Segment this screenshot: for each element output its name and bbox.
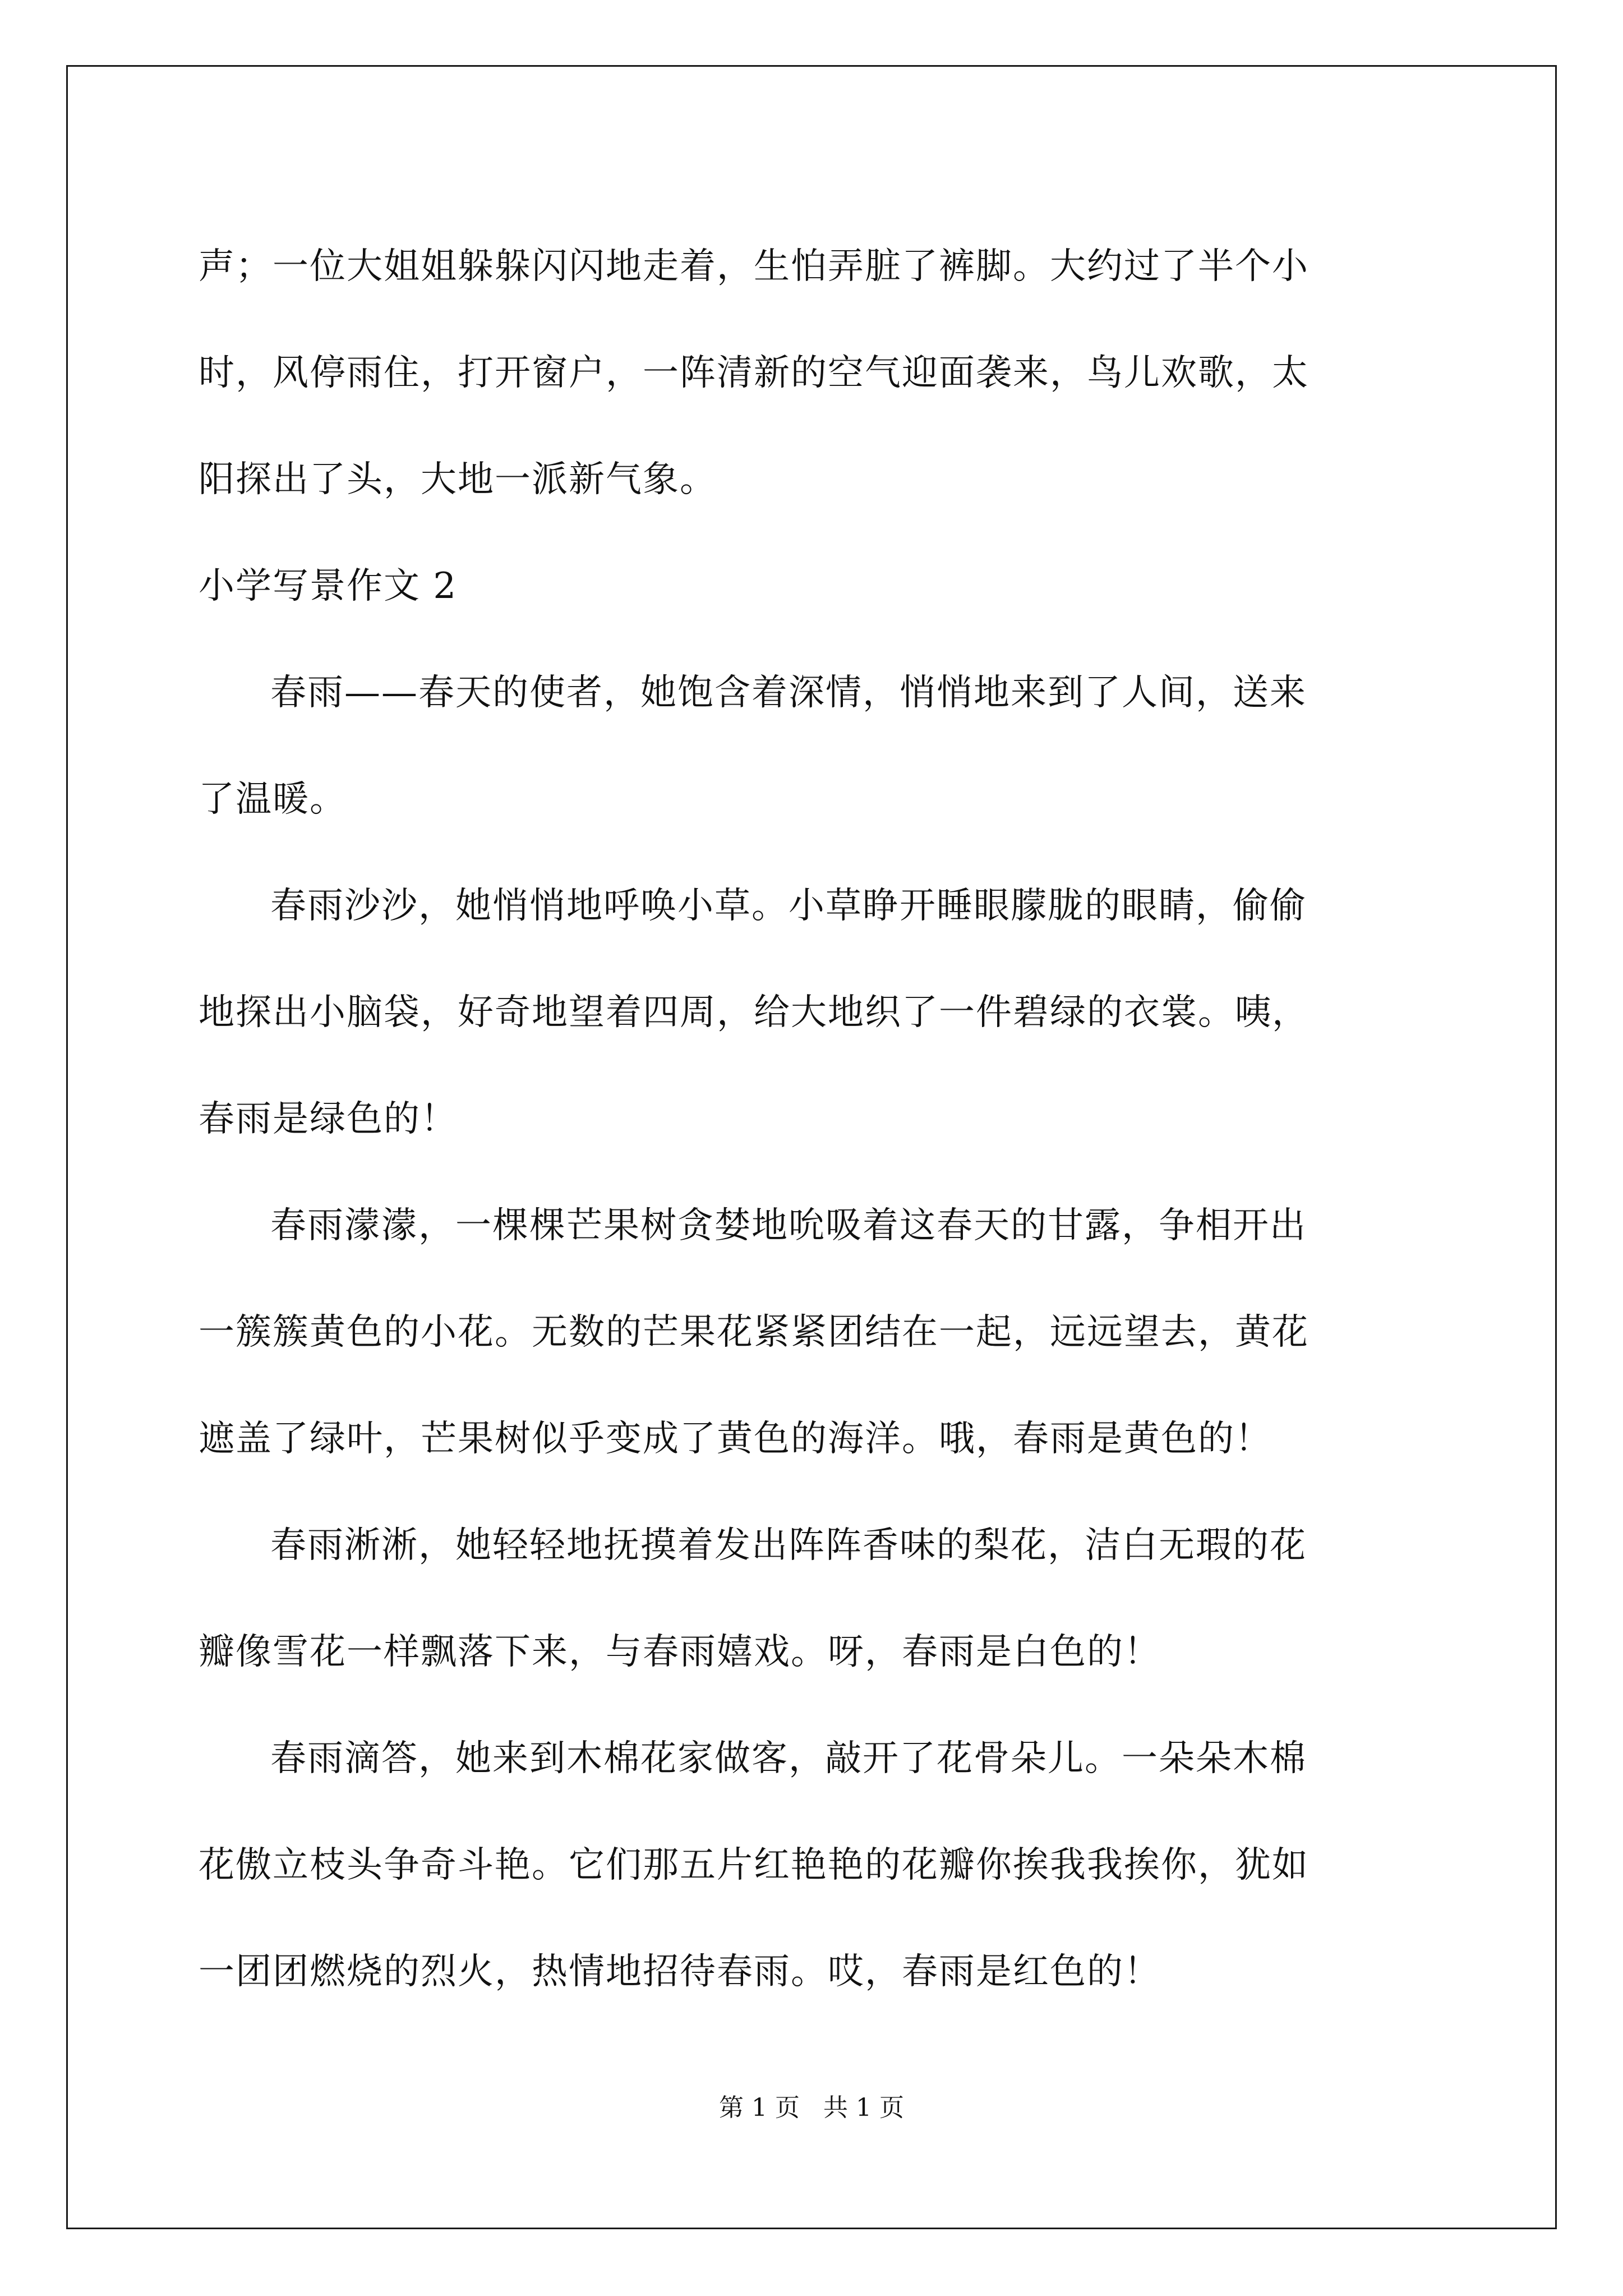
page-footer: 第 1 页 共 1 页 [719,2093,904,2122]
text-line: 一团团燃烧的烈火，热情地招待春雨。哎，春雨是红色的！ [199,1951,1161,1993]
text-line: 了温暖。 [199,779,347,820]
section-heading: 小学写景作文 2 [199,565,458,607]
text-line: 遮盖了绿叶，芒果树似乎变成了黄色的海洋。哦，春雨是黄色的！ [199,1418,1272,1460]
document-body [199,213,1424,2025]
text-line: 春雨淅淅，她轻轻地抚摸着发出阵阵香味的梨花，洁白无瑕的花 [270,1525,1307,1566]
text-line: 声；一位大姐姐躲躲闪闪地走着，生怕弄脏了裤脚。大约过了半个小 [199,246,1309,287]
text-line: 瓣像雪花一样飘落下来，与春雨嬉戏。呀，春雨是白色的！ [199,1631,1161,1673]
text-line: 地探出小脑袋，好奇地望着四周，给大地织了一件碧绿的衣裳。咦， [199,992,1309,1033]
text-line: 春雨是绿色的！ [199,1098,458,1140]
text-line: 春雨——春天的使者，她饱含着深情，悄悄地来到了人间，送来 [270,672,1307,714]
text-line: 春雨滴答，她来到木棉花家做客，敲开了花骨朵儿。一朵朵木棉 [270,1738,1307,1779]
text-line: 花傲立枝头争奇斗艳。它们那五片红艳艳的花瓣你挨我我挨你，犹如 [199,1844,1309,1886]
text-line: 春雨濛濛，一棵棵芒果树贪婪地吮吸着这春天的甘露，争相开出 [270,1205,1307,1246]
text-line: 时，风停雨住，打开窗户，一阵清新的空气迎面袭来，鸟儿欢歌，太 [199,352,1309,394]
text-line: 一簇簇黄色的小花。无数的芒果花紧紧团结在一起，远远望去，黄花 [199,1312,1309,1353]
text-line: 阳探出了头，大地一派新气象。 [199,459,717,500]
text-line: 春雨沙沙，她悄悄地呼唤小草。小草睁开睡眼朦胧的眼睛，偷偷 [270,885,1307,927]
